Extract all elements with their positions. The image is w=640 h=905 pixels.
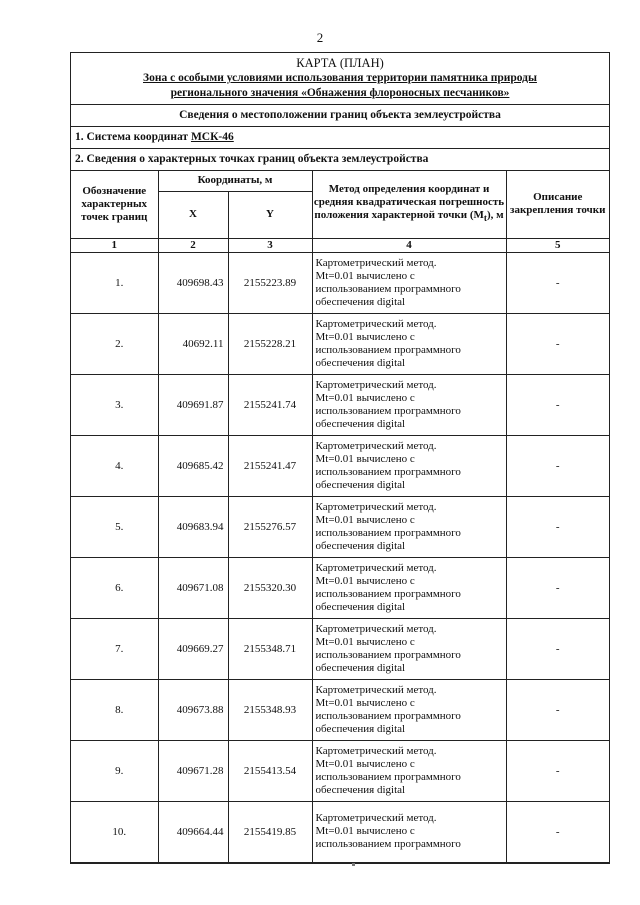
description-cell: -	[506, 313, 609, 374]
description-cell: -	[506, 496, 609, 557]
point-number: 6.	[71, 557, 158, 618]
header-method-text: Метод определения координат и средняя квадратическая погрешность положения характерной точки (M	[313, 183, 505, 222]
x-coordinate: 409669.27	[158, 618, 228, 679]
method-line: использованием программного	[315, 343, 461, 356]
method-line: Картометрический метод.	[315, 683, 437, 696]
y-coordinate: 2155276.57	[228, 496, 312, 557]
coordinate-system-value: МСК-46	[190, 131, 234, 143]
method-line: Картометрический метод.	[315, 744, 437, 757]
description-cell: -	[506, 557, 609, 618]
method-line: Mt=0.01 вычислено с	[315, 391, 415, 404]
header-x: X	[158, 191, 228, 238]
point-number: 1.	[71, 252, 158, 313]
description-cell: -	[506, 801, 609, 862]
header-designation: Обозначение характерных точек границ	[71, 171, 158, 238]
method-line: Mt=0.01 вычислено с	[315, 452, 415, 465]
table-row	[71, 435, 609, 496]
point-number: 5.	[71, 496, 158, 557]
table-row	[71, 557, 609, 618]
table-row	[71, 496, 609, 557]
method-cell	[312, 679, 506, 740]
x-coordinate: 409671.08	[158, 557, 228, 618]
method-line: обеспечения digital	[315, 722, 406, 735]
method-line: Mt=0.01 вычислено с	[315, 513, 415, 526]
method-line: обеспечения digital	[315, 539, 406, 552]
x-coordinate: 409691.87	[158, 374, 228, 435]
column-index: 1	[71, 238, 158, 252]
method-line: использованием программного	[315, 404, 461, 417]
method-line: обеспечения digital	[315, 356, 406, 369]
method-cell	[312, 374, 506, 435]
method-line: использованием программного	[315, 465, 461, 478]
method-line: Картометрический метод.	[315, 439, 437, 452]
y-coordinate: 2155413.54	[228, 740, 312, 801]
y-coordinate: 2155241.74	[228, 374, 312, 435]
method-line: Mt=0.01 вычислено с	[315, 696, 415, 709]
method-line: обеспечения digital	[315, 295, 406, 308]
x-coordinate: 409698.43	[158, 252, 228, 313]
method-line: Mt=0.01 вычислено с	[315, 635, 415, 648]
method-cell	[312, 252, 506, 313]
method-line: использованием программного	[315, 709, 461, 722]
method-line: Mt=0.01 вычислено с	[315, 269, 415, 282]
method-cell	[312, 496, 506, 557]
method-cell	[312, 313, 506, 374]
method-line: обеспечения digital	[315, 783, 406, 796]
table-row	[71, 618, 609, 679]
header-coordinates: Координаты, м	[158, 171, 312, 191]
table-row	[71, 374, 609, 435]
description-cell: -	[506, 374, 609, 435]
coordinate-system-row	[71, 127, 609, 149]
y-coordinate: 2155241.47	[228, 435, 312, 496]
method-line: использованием программного	[315, 838, 461, 850]
description-cell: -	[506, 679, 609, 740]
method-line: использованием программного	[315, 770, 461, 783]
header-method	[312, 171, 506, 238]
column-index: 5	[506, 238, 609, 252]
description-cell: -	[506, 435, 609, 496]
method-line: обеспечения digital	[315, 417, 406, 430]
method-line: обеспечения digital	[315, 478, 406, 491]
y-coordinate: 2155348.93	[228, 679, 312, 740]
point-number: 10.	[71, 801, 158, 862]
point-number: 8.	[71, 679, 158, 740]
points-section-title: 2. Сведения о характерных точках границ объекта землеустройства	[71, 149, 609, 171]
header-method-subscript: t	[483, 213, 487, 224]
method-cell	[312, 557, 506, 618]
column-index-row	[71, 238, 609, 252]
method-line: использованием программного	[315, 648, 461, 661]
method-line: Mt=0.01 вычислено с	[315, 757, 415, 770]
y-coordinate: 2155419.85	[228, 801, 312, 862]
header-description: Описание закрепления точки	[506, 171, 609, 238]
column-index: 4	[312, 238, 506, 252]
document-subtitle-line1: Зона с особыми условиями использования территории памятника природы	[143, 72, 537, 84]
document-form	[70, 52, 610, 864]
method-line: Картометрический метод.	[315, 317, 437, 330]
method-line: использованием программного	[315, 526, 461, 539]
y-coordinate: 2155348.71	[228, 618, 312, 679]
section-title: Сведения о местоположении границ объекта землеустройства	[71, 105, 609, 127]
table-row	[71, 252, 609, 313]
method-cell	[312, 435, 506, 496]
table-row	[71, 801, 609, 862]
y-coordinate: 2155228.21	[228, 313, 312, 374]
table-row	[71, 740, 609, 801]
y-coordinate: 2155223.89	[228, 252, 312, 313]
x-coordinate: 409673.88	[158, 679, 228, 740]
method-line: Картометрический метод.	[315, 561, 437, 574]
method-line: обеспечения digital	[315, 661, 406, 674]
point-number: 9.	[71, 740, 158, 801]
method-line: Картометрический метод.	[315, 378, 437, 391]
method-line: Картометрический метод.	[315, 256, 437, 269]
method-line: Картометрический метод.	[315, 500, 437, 513]
point-number: 2.	[71, 313, 158, 374]
header-y: Y	[228, 191, 312, 238]
x-coordinate: 409685.42	[158, 435, 228, 496]
x-coordinate: 409664.44	[158, 801, 228, 862]
column-index: 2	[158, 238, 228, 252]
point-number: 7.	[71, 618, 158, 679]
method-line: обеспечения digital	[315, 600, 406, 613]
description-cell: -	[506, 740, 609, 801]
method-cell	[312, 618, 506, 679]
document-title: КАРТА (ПЛАН)	[296, 56, 384, 70]
method-line: Mt=0.01 вычислено с	[315, 825, 415, 837]
method-cell	[312, 801, 506, 862]
method-line: использованием программного	[315, 587, 461, 600]
page-number: 2	[316, 30, 324, 45]
column-index: 3	[228, 238, 312, 252]
document-subtitle-line2: регионального значения «Обнажения флороносных песчаников»	[170, 87, 510, 99]
point-number: 4.	[71, 435, 158, 496]
table-row	[71, 679, 609, 740]
method-line: Картометрический метод.	[315, 812, 437, 824]
method-line: Картометрический метод.	[315, 622, 437, 635]
document-header	[71, 53, 609, 105]
header-method-tail: ), м	[486, 209, 504, 222]
method-line: Mt=0.01 вычислено с	[315, 330, 415, 343]
description-cell: -	[506, 252, 609, 313]
method-cell	[312, 740, 506, 801]
description-cell: -	[506, 618, 609, 679]
scan-speck	[352, 863, 355, 866]
x-coordinate: 409683.94	[158, 496, 228, 557]
method-line: Mt=0.01 вычислено с	[315, 574, 415, 587]
coordinate-system-label: 1. Система координат	[75, 131, 189, 143]
point-number: 3.	[71, 374, 158, 435]
table-row	[71, 313, 609, 374]
boundary-points-table	[71, 171, 609, 863]
x-coordinate: 409671.28	[158, 740, 228, 801]
y-coordinate: 2155320.30	[228, 557, 312, 618]
method-line: использованием программного	[315, 282, 461, 295]
x-coordinate: 40692.11	[158, 313, 228, 374]
